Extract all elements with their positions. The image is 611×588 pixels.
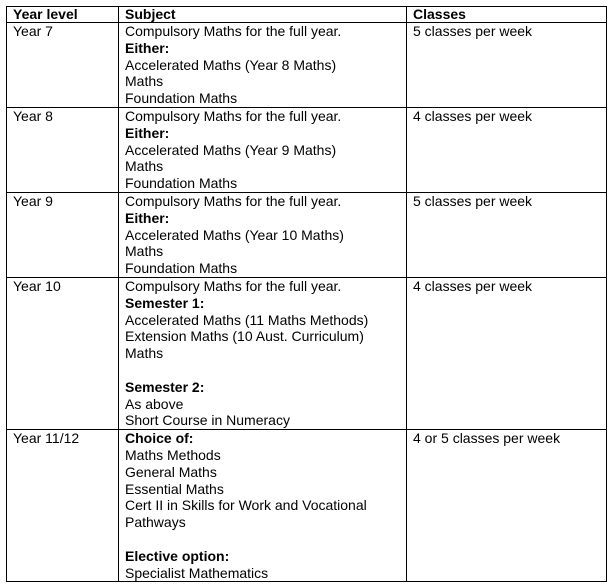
subject-cell (119, 430, 407, 582)
subject-line: Accelerated Maths (Year 9 Maths) (125, 141, 337, 158)
subject-cell (119, 192, 407, 277)
subject-subheading: Either: (125, 39, 170, 56)
subject-cell (119, 107, 407, 192)
subject-line: General Maths (125, 463, 217, 480)
subject-line: Accelerated Maths (Year 8 Maths) (125, 56, 337, 73)
year-level-cell: Year 10 (7, 277, 119, 429)
subject-line: Maths Methods (125, 446, 221, 463)
subject-line: Compulsory Maths for the full year. (125, 277, 342, 294)
table-header-row (7, 7, 607, 23)
subject-cell (119, 23, 407, 108)
subject-line: Maths (125, 73, 164, 90)
subject-subheading: Either: (125, 124, 170, 141)
subject-line: Accelerated Maths (Year 10 Maths) (125, 226, 344, 243)
year-level-cell: Year 7 (7, 23, 119, 108)
subject-subheading: Either: (125, 209, 170, 226)
subject-line: Maths (125, 158, 164, 175)
subject-line: Maths (125, 345, 164, 362)
subject-cell (119, 277, 407, 429)
maths-subjects-table (6, 6, 607, 582)
classes-cell: 4 classes per week (407, 277, 607, 429)
classes-cell: 5 classes per week (407, 23, 607, 108)
year-level-cell: Year 8 (7, 107, 119, 192)
subject-line: Foundation Maths (125, 175, 238, 192)
subject-line: Compulsory Maths for the full year. (125, 107, 342, 124)
subject-line: Specialist Mathematics (125, 564, 269, 581)
header-classes: Classes (407, 7, 607, 23)
blank-line (125, 362, 406, 379)
subject-line: Maths (125, 243, 164, 260)
classes-cell: 4 or 5 classes per week (407, 430, 607, 582)
year-level-cell: Year 11/12 (7, 430, 119, 582)
subject-line: As above (125, 395, 184, 412)
header-year-level: Year level (7, 7, 119, 23)
year-level-cell: Year 9 (7, 192, 119, 277)
classes-cell: 4 classes per week (407, 107, 607, 192)
subject-subheading: Choice of: (125, 430, 194, 447)
table-row-year-8 (7, 107, 607, 192)
subject-subheading: Semester 1: (125, 294, 205, 311)
table-row-year-7 (7, 23, 607, 108)
maths-subjects-table-container (6, 6, 607, 582)
subject-subheading: Semester 2: (125, 378, 205, 395)
classes-cell: 5 classes per week (407, 192, 607, 277)
table-row-year-10 (7, 277, 607, 429)
subject-line: Short Course in Numeracy (125, 412, 290, 429)
header-subject: Subject (119, 7, 407, 23)
blank-line (125, 531, 406, 548)
subject-line: Foundation Maths (125, 260, 238, 277)
subject-line: Compulsory Maths for the full year. (125, 23, 342, 39)
table-row-year-9 (7, 192, 607, 277)
subject-line: Cert II in Skills for Work and Vocational (125, 497, 367, 514)
table-row-year-11-12 (7, 430, 607, 582)
subject-line: Foundation Maths (125, 90, 238, 107)
subject-line: Compulsory Maths for the full year. (125, 192, 342, 209)
subject-subheading: Elective option: (125, 547, 230, 564)
subject-line: Accelerated Maths (11 Maths Methods) (125, 311, 369, 328)
subject-line: Pathways (125, 514, 186, 531)
subject-line: Extension Maths (10 Aust. Curriculum) (125, 328, 364, 345)
subject-line: Essential Maths (125, 480, 224, 497)
